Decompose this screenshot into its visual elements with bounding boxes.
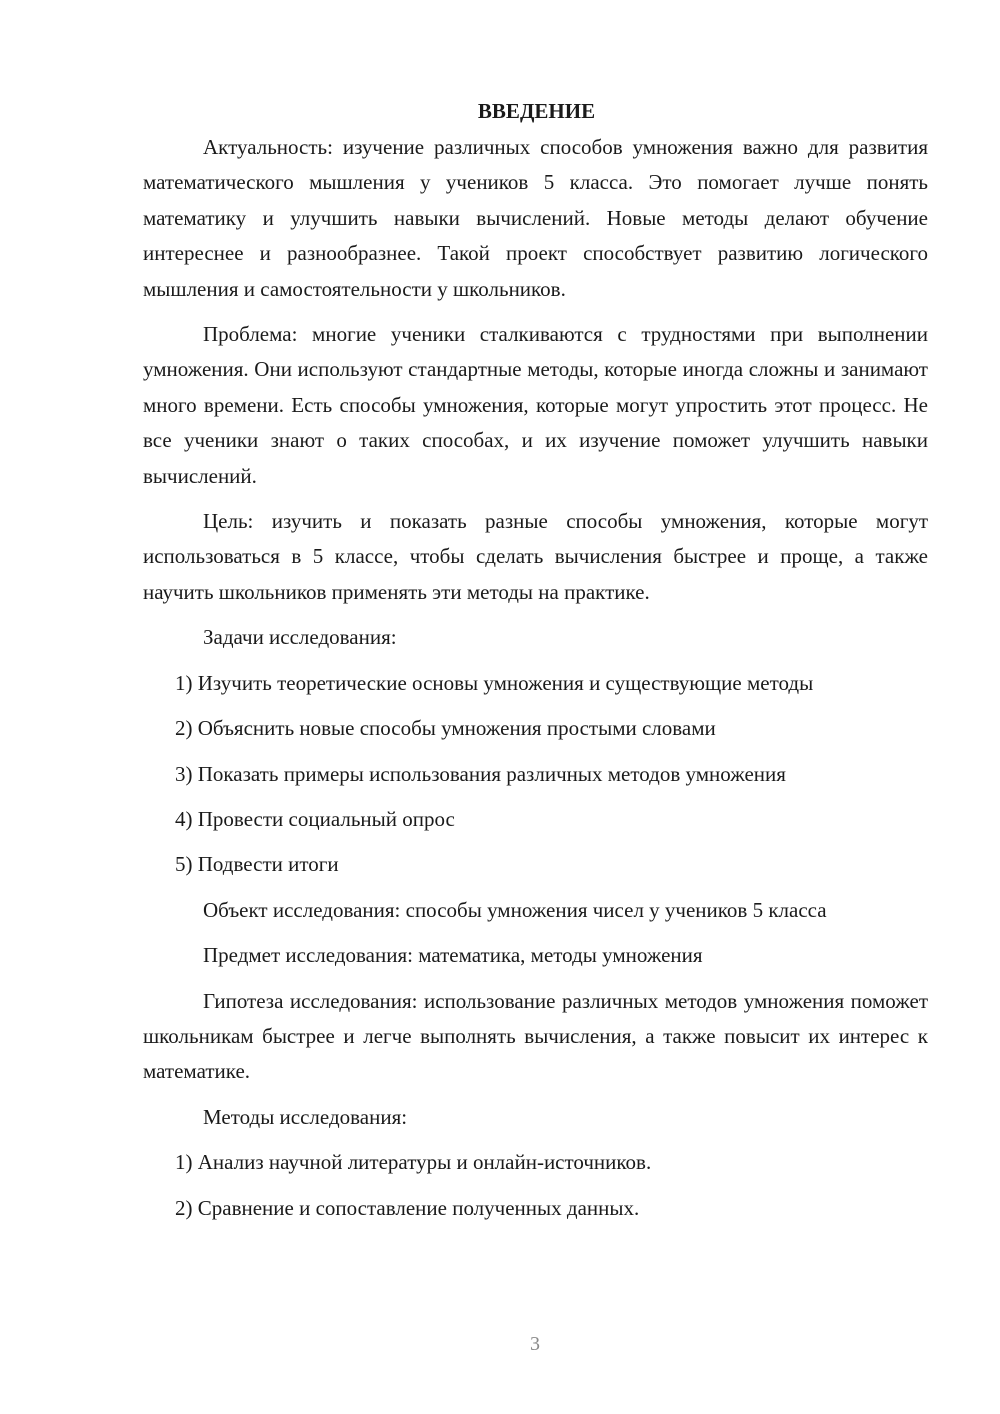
problem-paragraph: Проблема: многие ученики сталкиваются с трудностями при выполнении умножения. Они используют стандартные методы, которые иногда сложны и занимают много времени. Есть способы умножения, которые могут упростить этот процесс. Не все ученики знают о таких способах, и их изучение поможет улучшить навыки вычислений. bbox=[143, 322, 928, 488]
list-item: 3) Показать примеры использования различных методов умножения bbox=[175, 761, 786, 786]
list-item: 5) Подвести итоги bbox=[175, 852, 339, 877]
tasks-heading: Задачи исследования: bbox=[203, 625, 397, 650]
relevance-paragraph: Актуальность: изучение различных способов умножения важно для развития математического мышления у учеников 5 класса. Это помогает лучше понять математику и улучшить навыки вычислений. Новые методы делают обучение интереснее и разнообразнее. Такой проект способствует развитию логического мышления и самостоятельности у школьников. bbox=[143, 135, 928, 301]
list-item: 1) Изучить теоретические основы умножения и существующие методы bbox=[175, 670, 814, 695]
list-item: 1) Анализ научной литературы и онлайн-источников. bbox=[175, 1150, 652, 1175]
methods-list bbox=[143, 1145, 928, 1226]
hypothesis-paragraph: Гипотеза исследования: использование различных методов умножения поможет школьникам быстрее и легче выполнять вычисления, а также повысит их интерес к математике. bbox=[143, 988, 928, 1084]
page-title: ВВЕДЕНИЕ bbox=[477, 99, 596, 123]
object-paragraph: Объект исследования: способы умножения чисел у учеников 5 класса bbox=[203, 897, 827, 922]
list-item: 2) Сравнение и сопоставление полученных данных. bbox=[175, 1195, 640, 1220]
methods-heading: Методы исследования: bbox=[203, 1104, 408, 1129]
list-item: 2) Объяснить новые способы умножения простыми словами bbox=[175, 716, 716, 741]
subject-paragraph: Предмет исследования: математика, методы умножения bbox=[203, 943, 703, 968]
document-page bbox=[143, 96, 928, 1236]
goal-paragraph: Цель: изучить и показать разные способы умножения, которые могут использоваться в 5 классе, чтобы сделать вычисления быстрее и проще, а также научить школьников применять эти методы на практике. bbox=[143, 509, 928, 604]
page-number: 3 bbox=[530, 1333, 540, 1355]
list-item: 4) Провести социальный опрос bbox=[175, 806, 455, 831]
tasks-list bbox=[143, 666, 928, 883]
